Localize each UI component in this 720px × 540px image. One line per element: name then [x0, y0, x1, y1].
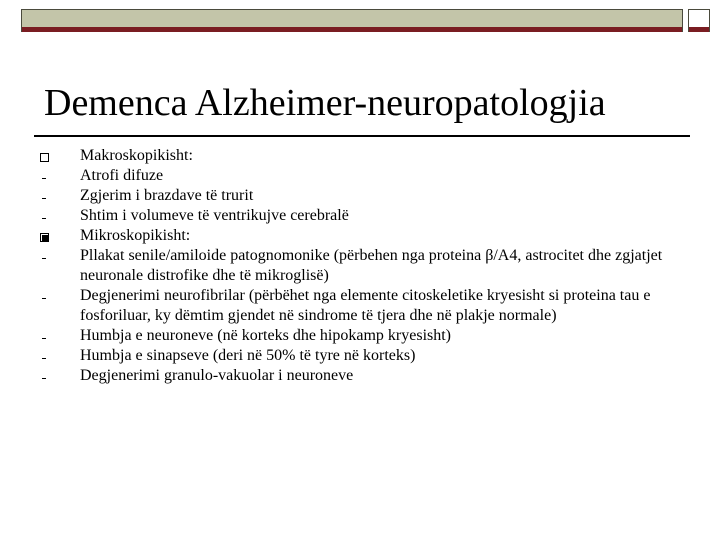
list-item-text: Shtim i volumeve të ventrikujve cerebralë	[80, 207, 349, 224]
list-item-text: Humbja e sinapseve (deri në 50% të tyre në korteks)	[80, 347, 416, 364]
dash-bullet-icon	[38, 366, 80, 386]
corner-box	[688, 9, 710, 32]
list-item-text: Mikroskopikisht:	[80, 227, 191, 244]
list-item-text: Humbja e neuroneve (në korteks dhe hipokamp kryesisht)	[80, 327, 452, 344]
list-item	[38, 226, 698, 246]
list-item	[38, 346, 698, 366]
dash-bullet-icon	[38, 326, 80, 346]
list-item	[38, 366, 698, 386]
dash-bullet-icon	[38, 346, 80, 366]
list-item-text: Makroskopikisht:	[80, 147, 193, 164]
list-item-text: Degjenerimi neurofibrilar (përbëhet nga elemente citoskeletike kryesisht si proteina tau e fosforiluar, ky dëmtim gjendet në sindrome të tjera dhe në plakje normale)	[80, 287, 651, 324]
list-item	[38, 326, 698, 346]
list-item	[38, 146, 698, 166]
dash-bullet-icon	[38, 286, 80, 306]
slide-title: Demenca Alzheimer-neuropatologjia	[44, 82, 606, 124]
title-divider	[34, 135, 690, 137]
header-band	[21, 9, 683, 32]
list-item-text: Atrofi difuze	[80, 167, 164, 184]
dash-bullet-icon	[38, 246, 80, 266]
dash-bullet-icon	[38, 206, 80, 226]
filled-square-bullet-icon	[38, 226, 80, 246]
dash-bullet-icon	[38, 186, 80, 206]
list-item	[38, 166, 698, 186]
list-item	[38, 186, 698, 206]
list-item-text: Degjenerimi granulo-vakuolar i neuroneve	[80, 367, 354, 384]
list-item	[38, 246, 698, 286]
list-item	[38, 286, 698, 326]
list-item	[38, 206, 698, 226]
hollow-square-bullet-icon	[38, 146, 80, 166]
bullet-list	[38, 146, 698, 386]
list-item-text: Zgjerim i brazdave të trurit	[80, 187, 254, 204]
list-item-text: Pllakat senile/amiloide patognomonike (përbehen nga proteina β/A4, astrocitet dhe zgjatjet neuronale distrofike dhe të mikroglisë)	[80, 247, 663, 284]
dash-bullet-icon	[38, 166, 80, 186]
